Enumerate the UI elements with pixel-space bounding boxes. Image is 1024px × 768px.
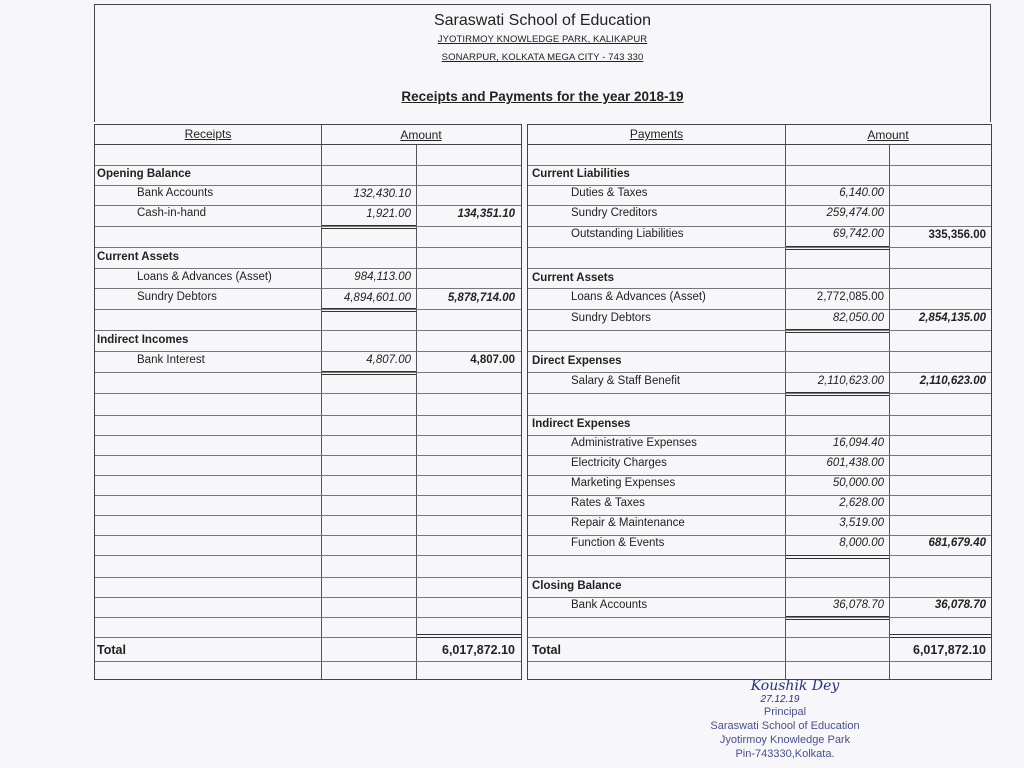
receipts-table	[94, 124, 522, 680]
document-header	[94, 4, 991, 122]
receipts-debtors-label: Sundry Debtors	[137, 291, 217, 303]
repair-maintenance-label: Repair & Maintenance	[571, 517, 685, 529]
payments-table	[527, 124, 992, 680]
current-liabilities-total: 335,356.00	[928, 229, 986, 241]
address-line-2: SONARPUR, KOLKATA MEGA CITY - 743 330	[441, 52, 644, 63]
function-events-value: 8,000.00	[839, 537, 884, 549]
principal-signature-stamp	[700, 678, 870, 761]
duties-taxes-value: 6,140.00	[839, 187, 884, 199]
outstanding-liabilities-label: Outstanding Liabilities	[571, 228, 684, 240]
receipts-debtors-value: 4,894,601.00	[343, 292, 411, 304]
closing-bank-label: Bank Accounts	[571, 599, 648, 611]
electricity-charges-label: Electricity Charges	[571, 457, 667, 469]
indirect-incomes-heading: Indirect Incomes	[97, 334, 189, 346]
marketing-expenses-label: Marketing Expenses	[571, 477, 676, 489]
function-events-label: Function & Events	[571, 537, 665, 549]
current-liabilities-heading: Current Liabilities	[532, 168, 630, 180]
receipts-current-assets-total: 5,878,714.00	[447, 292, 515, 304]
receipts-total-label: Total	[97, 643, 126, 657]
receipts-total-value: 6,017,872.10	[442, 643, 515, 657]
opening-bank-label: Bank Accounts	[137, 187, 214, 199]
stamp-pin: Pin-743330,Kolkata.	[735, 748, 835, 760]
receipts-column-header: Receipts	[184, 127, 232, 141]
payments-loans-value: 2,772,085.00	[816, 291, 884, 303]
stamp-park: Jyotirmoy Knowledge Park	[719, 734, 851, 746]
receipts-amount-header: Amount	[400, 128, 442, 142]
payments-current-assets-heading: Current Assets	[532, 272, 615, 284]
bank-interest-label: Bank Interest	[137, 354, 205, 366]
marketing-expenses-value: 50,000.00	[832, 477, 884, 489]
signature-name: Koushik Dey	[750, 678, 840, 694]
salary-staff-value: 2,110,623.00	[817, 375, 884, 387]
payments-amount-header: Amount	[867, 128, 909, 142]
rates-taxes-value: 2,628.00	[839, 497, 884, 509]
opening-balance-total: 134,351.10	[457, 208, 515, 220]
stamp-title: Principal	[763, 706, 807, 718]
closing-balance-total: 36,078.70	[934, 599, 986, 611]
payments-debtors-label: Sundry Debtors	[571, 312, 651, 324]
payments-total-label: Total	[532, 643, 561, 657]
payments-loans-label: Loans & Advances (Asset)	[571, 291, 706, 303]
electricity-charges-value: 601,438.00	[826, 457, 884, 469]
payments-column-header: Payments	[629, 127, 684, 141]
opening-cash-label: Cash-in-hand	[137, 207, 207, 219]
signature-date: 27.12.19	[760, 694, 800, 705]
statement-title: Receipts and Payments for the year 2018-19	[401, 89, 684, 104]
receipts-current-assets-heading: Current Assets	[97, 251, 180, 263]
receipts-loans-value: 984,113.00	[354, 271, 411, 283]
sundry-creditors-value: 259,474.00	[826, 207, 884, 219]
opening-cash-value: 1,921.00	[366, 208, 411, 220]
bank-interest-value: 4,807.00	[366, 354, 411, 366]
sundry-creditors-label: Sundry Creditors	[571, 207, 658, 219]
direct-expenses-heading: Direct Expenses	[532, 355, 622, 367]
administrative-expenses-value: 16,094.40	[832, 437, 884, 449]
receipts-loans-label: Loans & Advances (Asset)	[137, 271, 272, 283]
address-line-1: JYOTIRMOY KNOWLEDGE PARK, KALIKAPUR	[437, 34, 648, 45]
stamp-school: Saraswati School of Education	[710, 720, 860, 732]
opening-balance-heading: Opening Balance	[97, 168, 191, 180]
closing-balance-heading: Closing Balance	[532, 580, 622, 592]
payments-total-value: 6,017,872.10	[913, 643, 986, 657]
school-name: Saraswati School of Education	[433, 12, 651, 29]
outstanding-liabilities-value: 69,742.00	[832, 228, 884, 240]
duties-taxes-label: Duties & Taxes	[571, 187, 648, 199]
payments-current-assets-total: 2,854,135.00	[918, 312, 986, 324]
rates-taxes-label: Rates & Taxes	[571, 497, 645, 509]
indirect-expenses-total: 681,679.40	[928, 537, 986, 549]
payments-debtors-value: 82,050.00	[832, 312, 884, 324]
direct-expenses-total: 2,110,623.00	[919, 375, 986, 387]
indirect-expenses-heading: Indirect Expenses	[532, 418, 631, 430]
salary-staff-label: Salary & Staff Benefit	[571, 375, 681, 387]
closing-bank-value: 36,078.70	[832, 599, 884, 611]
repair-maintenance-value: 3,519.00	[839, 517, 884, 529]
opening-bank-value: 132,430.10	[353, 188, 411, 200]
indirect-incomes-total: 4,807.00	[470, 354, 515, 366]
administrative-expenses-label: Administrative Expenses	[571, 437, 697, 449]
